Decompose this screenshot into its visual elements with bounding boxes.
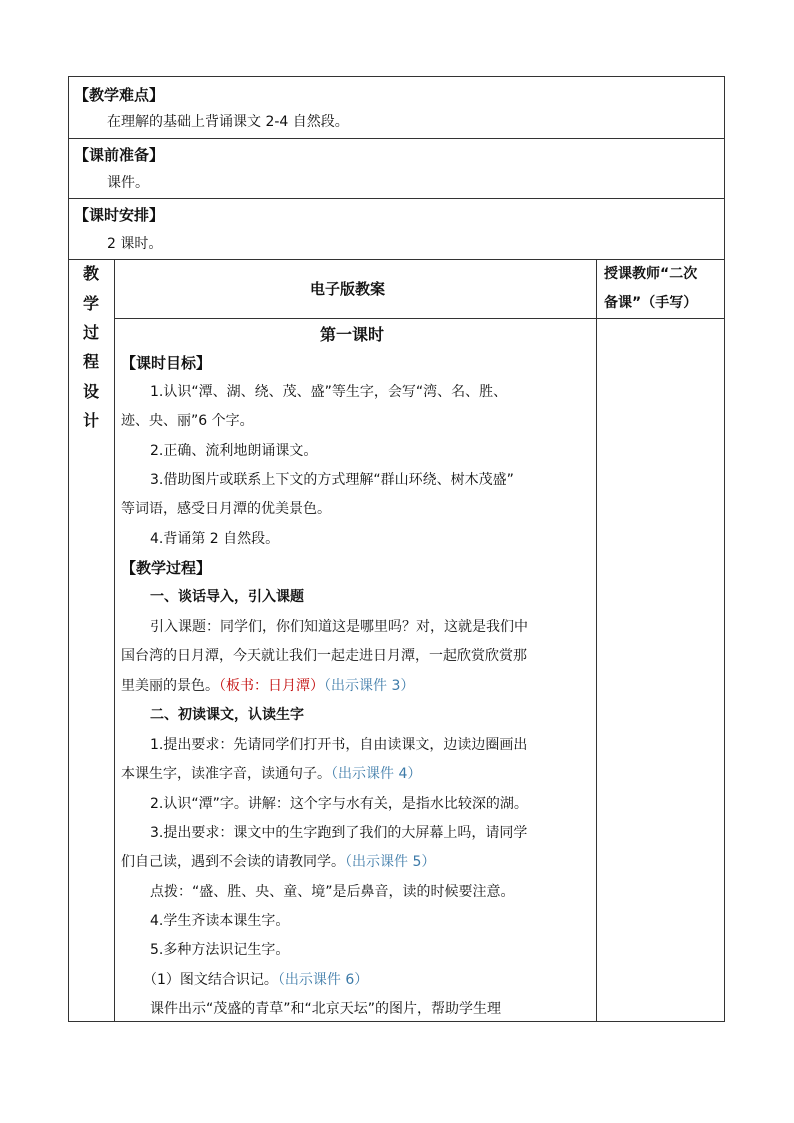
schedule-heading: 【课时安排】 xyxy=(74,206,165,224)
left-label-char: 学 xyxy=(82,294,99,313)
row-divider xyxy=(68,259,725,260)
process-heading: 【教学过程】 xyxy=(121,559,212,577)
row-divider xyxy=(68,138,725,139)
courseware-cue: （出示课件 3） xyxy=(324,678,415,694)
right-header-line2: 备课”（手写） xyxy=(604,295,698,311)
step-2-4: 4.学生齐读本课生字。 xyxy=(150,913,290,929)
goal-3-line-1: 3.借助图片或联系上下文的方式理解“群山环绕、树木茂盛” xyxy=(150,472,514,488)
step-2-3-line-1: 3.提出要求：课文中的生字跑到了我们的大屏幕上吗，请同学 xyxy=(150,825,528,841)
hint: 点拨：“盛、胜、央、童、境”是后鼻音，读的时候要注意。 xyxy=(150,884,515,900)
goal-1-line-1: 1.认识“潭、湖、绕、茂、盛”等生字，会写“湾、名、胜、 xyxy=(150,384,508,400)
courseware-cue: （出示课件 4） xyxy=(331,766,422,782)
step-2-1-line-1: 1.提出要求：先请同学们打开书，自由读课文，边读边圈画出 xyxy=(150,737,528,753)
step-2-5-1-text: （1）图文结合识记。 xyxy=(143,972,278,988)
step-1-line-3 xyxy=(121,679,414,693)
goal-1-line-2: 迹、央、丽”6 个字。 xyxy=(121,413,254,429)
column-divider xyxy=(114,259,115,1022)
prep-heading: 【课前准备】 xyxy=(74,146,165,164)
step-2-heading: 二、初读课文，认读生字 xyxy=(150,707,304,723)
step-1-heading: 一、谈话导入，引入课题 xyxy=(150,589,304,605)
step-2-1-line-2 xyxy=(121,767,421,781)
goal-3-line-2: 等词语，感受日月潭的优美景色。 xyxy=(121,501,331,517)
step-1-line-2: 国台湾的日月潭，今天就让我们一起走进日月潭，一起欣赏欣赏那 xyxy=(121,648,527,664)
courseware-cue: （出示课件 6） xyxy=(277,972,369,988)
prep-text: 课件。 xyxy=(107,175,149,191)
board-note: （板书：日月潭） xyxy=(219,678,324,694)
lesson-title: 第一课时 xyxy=(320,325,385,344)
left-label-char: 计 xyxy=(82,411,99,430)
difficulty-text: 在理解的基础上背诵课文 2-4 自然段。 xyxy=(107,114,349,130)
right-header-line1: 授课教师“二次 xyxy=(604,266,698,282)
row-divider xyxy=(68,198,725,199)
column-divider xyxy=(596,259,597,1022)
step-2-3-line-2-text: 们自己读，遇到不会读的请教同学。 xyxy=(121,854,345,870)
row-divider xyxy=(114,318,725,319)
left-label-char: 设 xyxy=(82,382,99,401)
goals-heading: 【课时目标】 xyxy=(121,354,212,372)
left-label-char: 过 xyxy=(82,323,99,342)
courseware-cue: （出示课件 5） xyxy=(345,854,436,870)
difficulty-heading: 【教学难点】 xyxy=(74,86,165,104)
step-2-1-line-2-text: 本课生字，读准字音，读通句子。 xyxy=(121,766,331,782)
schedule-text: 2 课时。 xyxy=(107,236,163,252)
last-line: 课件出示“茂盛的青草”和“北京天坛”的图片，帮助学生理 xyxy=(150,1001,502,1017)
step-2-2: 2.认识“潭”字。讲解：这个字与水有关，是指水比较深的湖。 xyxy=(150,796,528,812)
step-2-3-line-2 xyxy=(121,855,435,869)
step-1-line-1: 引入课题：同学们，你们知道这是哪里吗？对，这就是我们中 xyxy=(150,619,528,635)
goal-2: 2.正确、流利地朗诵课文。 xyxy=(150,443,318,459)
step-1-line-3-text: 里美丽的景色。 xyxy=(121,678,219,694)
middle-header: 电子版教案 xyxy=(310,280,386,298)
left-label-char: 教 xyxy=(82,264,99,283)
step-2-5: 5.多种方法识记生字。 xyxy=(150,942,290,958)
left-label-char: 程 xyxy=(82,352,99,371)
step-2-5-1 xyxy=(143,973,368,987)
goal-4: 4.背诵第 2 自然段。 xyxy=(150,531,280,547)
table-frame xyxy=(68,76,725,1022)
